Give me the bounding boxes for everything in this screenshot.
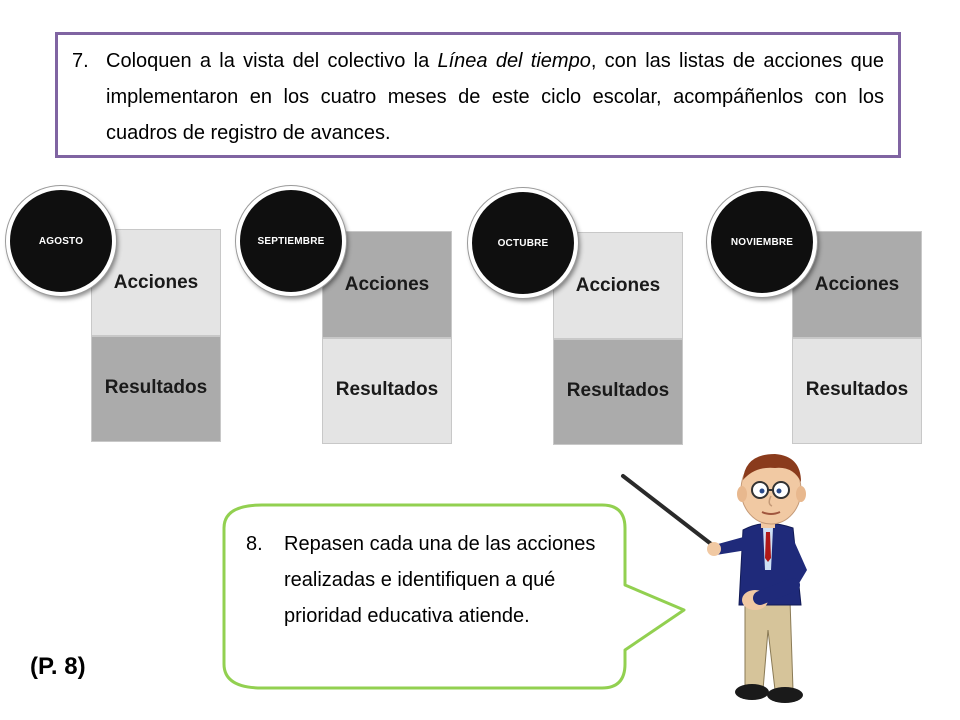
- acciones-label: Acciones: [814, 274, 900, 295]
- instruction-number: 7.: [72, 50, 89, 72]
- resultados-label: Resultados: [805, 379, 909, 400]
- instruction-number: 8.: [246, 533, 263, 555]
- month-label: AGOSTO: [38, 235, 84, 247]
- instruction-text: Repasen cada una de las acciones realizadas e identifiquen a qué prioridad educativa atiende.: [284, 533, 596, 627]
- instruction-8: [246, 526, 606, 634]
- month-label: NOVIEMBRE: [730, 236, 794, 248]
- resultados-label: Resultados: [104, 377, 208, 398]
- acciones-label: Acciones: [113, 272, 199, 293]
- instruction-italic-term: Línea del tiempo: [437, 50, 591, 72]
- resultados-label: Resultados: [335, 379, 439, 400]
- teacher-with-pointer-icon: [615, 440, 845, 715]
- acciones-label: Acciones: [344, 274, 430, 295]
- month-label: SEPTIEMBRE: [257, 235, 325, 247]
- month-label: OCTUBRE: [497, 237, 549, 249]
- instruction-text-part: Coloquen a la vista del colectivo la: [106, 50, 438, 72]
- instruction-text-part: , con las listas de acciones que implementaron en los cuatro meses de este ciclo escolar, acompáñenlos con los cuadros de registro de avances.: [106, 50, 885, 144]
- acciones-label: Acciones: [575, 275, 661, 296]
- resultados-label: Resultados: [566, 380, 670, 401]
- page-reference: (P. 8): [30, 653, 86, 680]
